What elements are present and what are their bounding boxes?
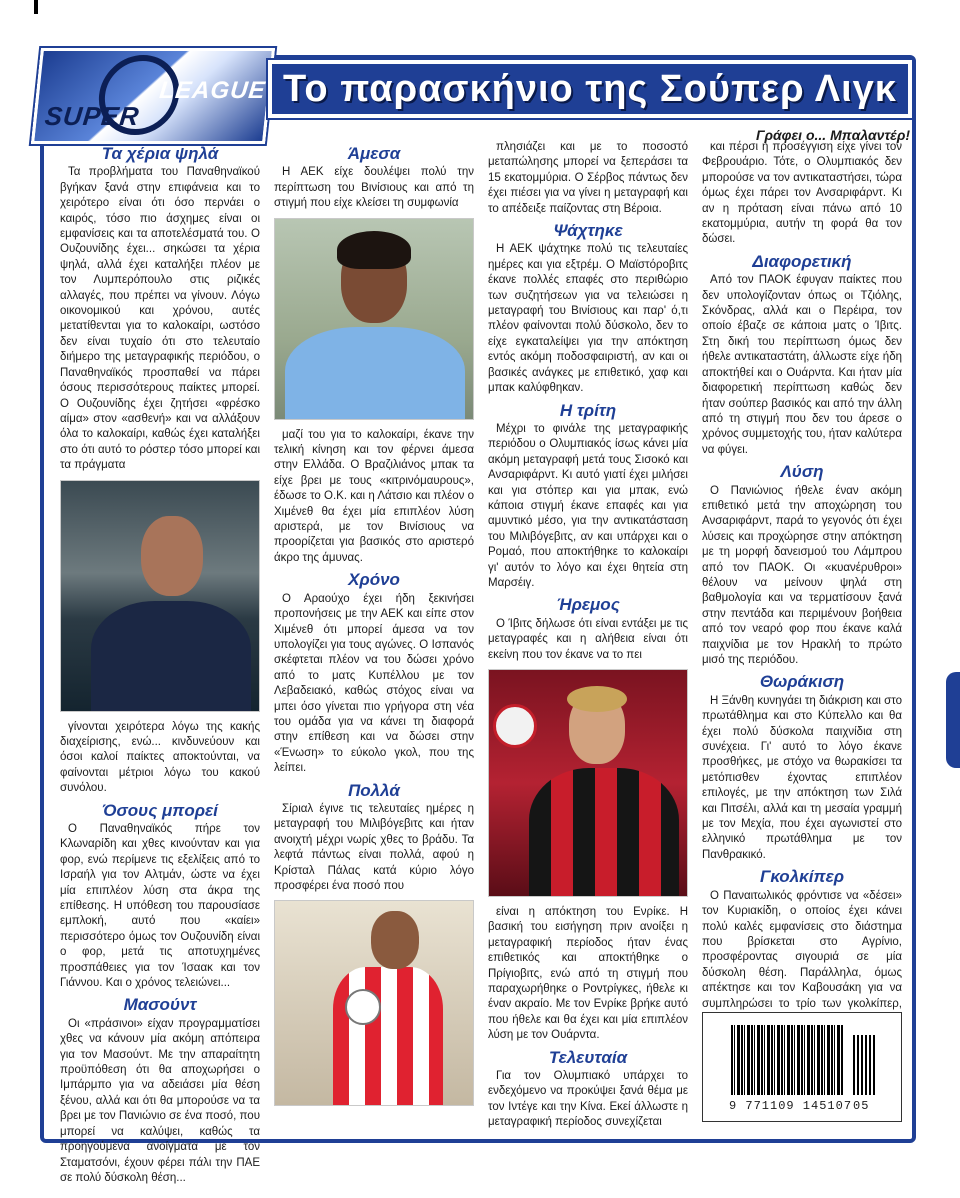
page-edge-tab [946,672,960,768]
barcode-number: 9 771109 145107 [729,1099,853,1113]
section-heading: Ψάχτηκε [553,221,623,241]
paragraph: Ο Πανιώνιος ήθελε έναν ακόμη επιθετικό μετά την αποχώρηση του Ανσαριφάρντ, παρά το γεγονός ότι έχει λύσεις και προχώρησε στην απόκτηση με τη μορφή δανεισμού του Λάμπρου από τον ΠΑΟΚ. Οι «κυανέρυθροι» θέλουν να μείνουν ψηλά στη βαθμολογία και να τερματίσουν ξανά στην πεντάδα και περιμένουν βοήθεια από τον νεαρό φορ που έκανε καλά παιχνίδια με τον Ηρακλή το πρώτο μισό της περιόδου. [702,484,902,666]
photo-figure-body [529,768,679,897]
paragraph: Ο Παναθηναϊκός πήρε τον Κλωναρίδη και χθες κινούνταν και για φορ, ενώ περίμενε τις εξελίξεις από το Ισραήλ για τον Αλτμάν, ώστε να έχει μία επιπλέον λύση στα άκρα της επίθεσης. Η υπόθεση του παρουσίασε εμπλοκή, αυτό που «καίει» περισσότερο όμως τον Ουζουνίδη είναι ο φορ, μετά τις αποτυχημένες προσπάθειες για τον Ίσαακ και τον Γιάννου. Και ο χρόνος τελειώνει... [60,822,260,990]
section-heading: Τα χέρια ψηλά [101,144,219,163]
photo-figure-head [141,516,203,596]
paragraph: είναι η απόκτηση του Ενρίκε. Η βασική του εισήγηση πριν ανοίξει η μεταγραφική περίοδος ήταν ένας επιθετικός και αποκτήθηκε ο Πρίγιοβιτς, ενώ από τη στιγμή που παραχωρήθηκε ο Ροντρίγκες, ήθελε κι έναν ακραίο. Με τον Ενρίκε βρήκε αυτό που ήθελε και θα έχει και μία επιπλέον λύση με τον Ουάρντα. [488,906,688,1042]
super-league-logo [31,48,275,144]
paragraph: Η Ξάνθη κυνηγάει τη διάκριση και στο πρωτάθλημα και στο Κύπελλο και θα έχει πολύ δύσκολα παιχνίδια στη συνέχεια. Γι' αυτό το λόγο έκανε προσθήκες, με στόχο να θωρακίσει τα μετόπισθεν έχοντας επιπλέον επιλογές, με την απόκτηση των Σιλά και Πιτσέλι, αλλά και τη μεσαία γραμμή με τον Μεχία, που έχει αγωνιστεί στο ελληνικό πρωτάθλημα με τον Πανθρακικό. [702,694,902,861]
paragraph: Σίριαλ έγινε τις τελευταίες ημέρες η μεταγραφή του Μιλιβόγεβιτς και ήταν ανοιχτή μέχρι νωρίς χθες το βράδυ. Τα λεφτά πάντως είναι πολλά, αφού η Κρίσταλ Πάλας κατά κύριο λόγο προσφέρει ένα ποσό που [274,802,474,892]
section-heading: Θωράκιση [759,672,845,692]
column-2 [274,140,474,1114]
photo-figure-hair [567,686,627,712]
olympiacos-player-photo [274,900,474,1106]
paragraph: πλησιάζει και με το ποσοστό μεταπώλησης μπορεί να ξεπεράσει τα 15 εκατομμύρια. Ο Σέρβος πάντως δεν έχει πιέσει για να γίνει η μεταγραφή και το απέδειξε παίζοντας στη Βέροια. [488,141,688,215]
section-heading: Όσους μπορεί [102,800,218,820]
barcode-issue: 05 [853,1099,870,1113]
photo-figure-head [371,911,419,969]
logo-text-right: LEAGUE [158,77,268,104]
paragraph: Για τον Ολυμπιακό υπάρχει το ενδεχόμενο να προκύψει ξανά θέμα με τον Ιντέγε και την Κίνα. Εκεί άλλωστε η μεταγραφική περίοδος συνεχίζεται [488,1070,688,1129]
paragraph: Η ΑΕΚ είχε δουλέψει πολύ την περίπτωση του Βινίσιους και από τη στιγμή που είχε κλείσει τη συμφωνία [274,166,474,210]
paragraph: Από τον ΠΑΟΚ έφυγαν παίκτες που δεν υπολογίζονταν όπως οι Τζιόλης, Σκόνδρας, αλλά και ο Περέιρα, τον οποίο έβαζε σε κάποια ματς ο Ίβιτς. Στη δική του περίπτωση όμως δεν ήθελε αντικαταστάτη, άλλωστε είχε ήδη αποκτήθεί και ο Ουάρντα. Και ήταν μία διαφορετική περίπτωση καθώς δεν ήταν σούπερ βασικός και από την άλλη από τη στιγμή που δεν του άρεσε ο χρόνος συμμετοχής του, ήταν καλύτερα να φύγει. [702,274,902,456]
paragraph: Μέχρι το φινάλε της μεταγραφικής περιόδου ο Ολυμπιακός ίσως κάνει μία ακόμη μεταγραφή μετά τους Σισοκό και Ανσαριφάρντ. Κι αυτό γιατί έχει μιλήσει και για στόπερ και για μπακ, ενώ κάποια στιγμή έκανε επαφές και για αμυντικό μέσο, για την αντικατάσταση του Μιλιβόγεβιτς, αν και υπάρχει και ο Ρομαό, που αποκτήθηκε το καλοκαίρι γι' αυτόν το λόγο και έχει θητεία στη Μαρσέιγ. [488,422,688,589]
section-heading: Πολλά [348,780,400,800]
section-heading: Άμεσα [347,144,401,163]
byline: Γράφει ο... Μπαλαντέρ! [755,127,910,143]
football-icon [493,704,537,748]
rennes-player-photo [488,669,688,897]
page-corner-mark [34,0,38,14]
page-title-bar [268,60,912,118]
column-4 [702,140,902,1045]
photo-figure-hair [337,231,411,269]
coach-photo [60,480,260,712]
paragraph: μαζί του για το καλοκαίρι, έκανε την τελική κίνηση και τον φέρνει άμεσα στην Ελλάδα. Ο Βραζιλιάνος μπακ τα είχε βρει με τους «κιτρινόμαυρους», έδωσε το Ο.Κ. και η Λάτσιο και πλέον ο Χιμένεθ θα έχει μία επιπλέον λύση αριστερά, με τον Βινίσιους να προορίζεται για βασικός στο αριστερό άκρο της άμυνας. [274,428,474,564]
section-heading: Λύση [780,462,824,482]
paragraph: Η ΑΕΚ ψάχτηκε πολύ τις τελευταίες ημέρες και για εξτρέμ. Ο Μαϊστόροβιτς έκανε πολλές επαφές στο περιθώριο των συζητήσεων για να τελειώσει η μεταγραφή του Βινίσιους και παρ' ό,τι πλέον φαίνονται πολύ δύσκολο, δεν το είχε εγκαταλείψει για την απόκτηση εντός ακόμη ποδοσφαιριστή, αν και οι βασικές ανάγκες με επιθετικό, χαφ και μπακ καλύφθηκαν. [488,243,688,395]
paragraph: Ο Αραούχο έχει ήδη ξεκινήσει προπονήσεις με την ΑΕΚ και είπε στον Χιμένεθ ότι μπορεί άμεσα να τον υπολογίζει για τους αγώνες. Ο Ισπανός σκέφτεται πλέον να του δώσει χρόνο από το ματς Κυπέλλου με τον Λεβαδειακό, καθώς στόχος είναι να μπει όσο γίνεται πιο γρήγορα στη νέα του ομάδα για να κάνει τη διαφορά στην επίθεση και να δώσει στην «Ένωση» το εύκολο γκολ, που της λείπει. [274,592,474,775]
section-heading: Η τρίτη [559,400,617,420]
paragraph: και πέρσι η προσέγγιση είχε γίνει τον Φεβρουάριο. Τότε, ο Ολυμπιακός δεν μπορούσε να τον αντικαταστήσει, τώρα όμως έχει πάρει τον Ανσαριφάρντ. Κι αν η πρόταση είναι πάνω από 10 εκατομμύρια, αυτήν τη φορά θα τον δώσει. [702,141,902,246]
barcode [702,1012,902,1122]
paragraph: γίνονται χειρότερα λόγω της κακής διαχείρισης, ενώ... κινδυνεύουν και όσοι καλοί παίκτες αποκτούνται, να φαίνονται μέτριοι λόγω του κακού συνόλου. [60,720,260,795]
lazio-player-photo [274,218,474,420]
section-heading: Χρόνο [348,570,400,590]
section-heading: Ήρεμος [556,595,620,615]
section-heading: Τελευταία [548,1047,628,1067]
section-heading: Διαφορετική [752,251,852,271]
section-heading: Μασούντ [123,995,197,1015]
paragraph: Τα προβλήματα του Παναθηναϊκού βγήκαν ξανά στην επιφάνεια και το χειρότερο είναι ότι όσο περνάει ο καιρός, τόσο πιο άσχημες είναι οι εμφανίσεις και τα αποτελέσματά του. Ο Ουζουνίδης έχει... σηκώσει τα χέρια ψηλά, αλλά έχει καταλήξει πλέον με τον Λυμπερόπουλο στις ριζικές αλλαγές, που πρέπει να γίνουν. Λόγω οικονομικού και χρόνου, αυτές μετατίθενται για το καλοκαίρι, ωστόσο δεν είναι τυχαίο ότι στο τελευταίο διήμερο της μεταγραφικής περιόδου, ο Παναθηναϊκός προσπαθεί να πάρει όσους περισσότερους παίκτες μπορεί. Ο Ουζουνίδης έχει ζητήσει «φρέσκο αίμα» στον «ασθενή» και να αλλάξουν όλα το καλοκαίρι, καθώς έχει καταλήξει στο ότι αυτό το ρόστερ τόσο μπορεί και τα πράγματα [60,166,260,472]
photo-figure-body [333,967,443,1106]
column-1 [60,140,260,1188]
column-3 [488,140,688,1133]
section-heading: Γκολκίπερ [759,867,845,887]
photo-figure-body [285,327,465,420]
paragraph: Ο Ίβιτς δήλωσε ότι είναι εντάξει με τις μεταγραφές και η αλήθεια είναι ότι εκείνη που τον έκανε να το πει [488,617,688,661]
barcode-bars-icon [731,1025,843,1095]
page-title: Το παρασκήνιο της Σούπερ Λιγκ [283,67,897,110]
logo-text-left: SUPER [43,101,142,131]
paragraph: Ο Παναιτωλικός φρόντισε να «δέσει» τον Κυριακίδη, ο οποίος έχει κάνει πολύ καλές εμφανίσεις στο διάστημα που βρίσκεται στο Αγρίνιο, προσφέροντας σιγουριά σε μία δύσκολη θέση. Παράλληλα, όμως απέκτησε και τον Καβουσάκη για να συμπληρώσει το τρίο των γκολκίπερ, [702,889,902,1010]
barcode-addon-bars-icon [853,1035,877,1095]
photo-figure-body [91,601,251,712]
paragraph: Οι «πράσινοι» είχαν προγραμματίσει χθες να κάνουν μία ακόμη απόπειρα για τον Μασούντ. Με την απαραίτητη προϋπόθεση ότι θα αποχωρήσει ο Ιμπάρμπο για να αδειάσει μία θέση ξένου, αλλά και ότι θα μπορούσε να τα βρει με τον Πανιώνιο σε ένα ποσό, που μπορεί να καλύψει, καθώς τα προηγούμενα ανοίγματα με τον Σταματσόνι, έχουν φέρει πάλι την ΠΑΕ σε πολύ δύσκολη θέση... [60,1017,260,1184]
